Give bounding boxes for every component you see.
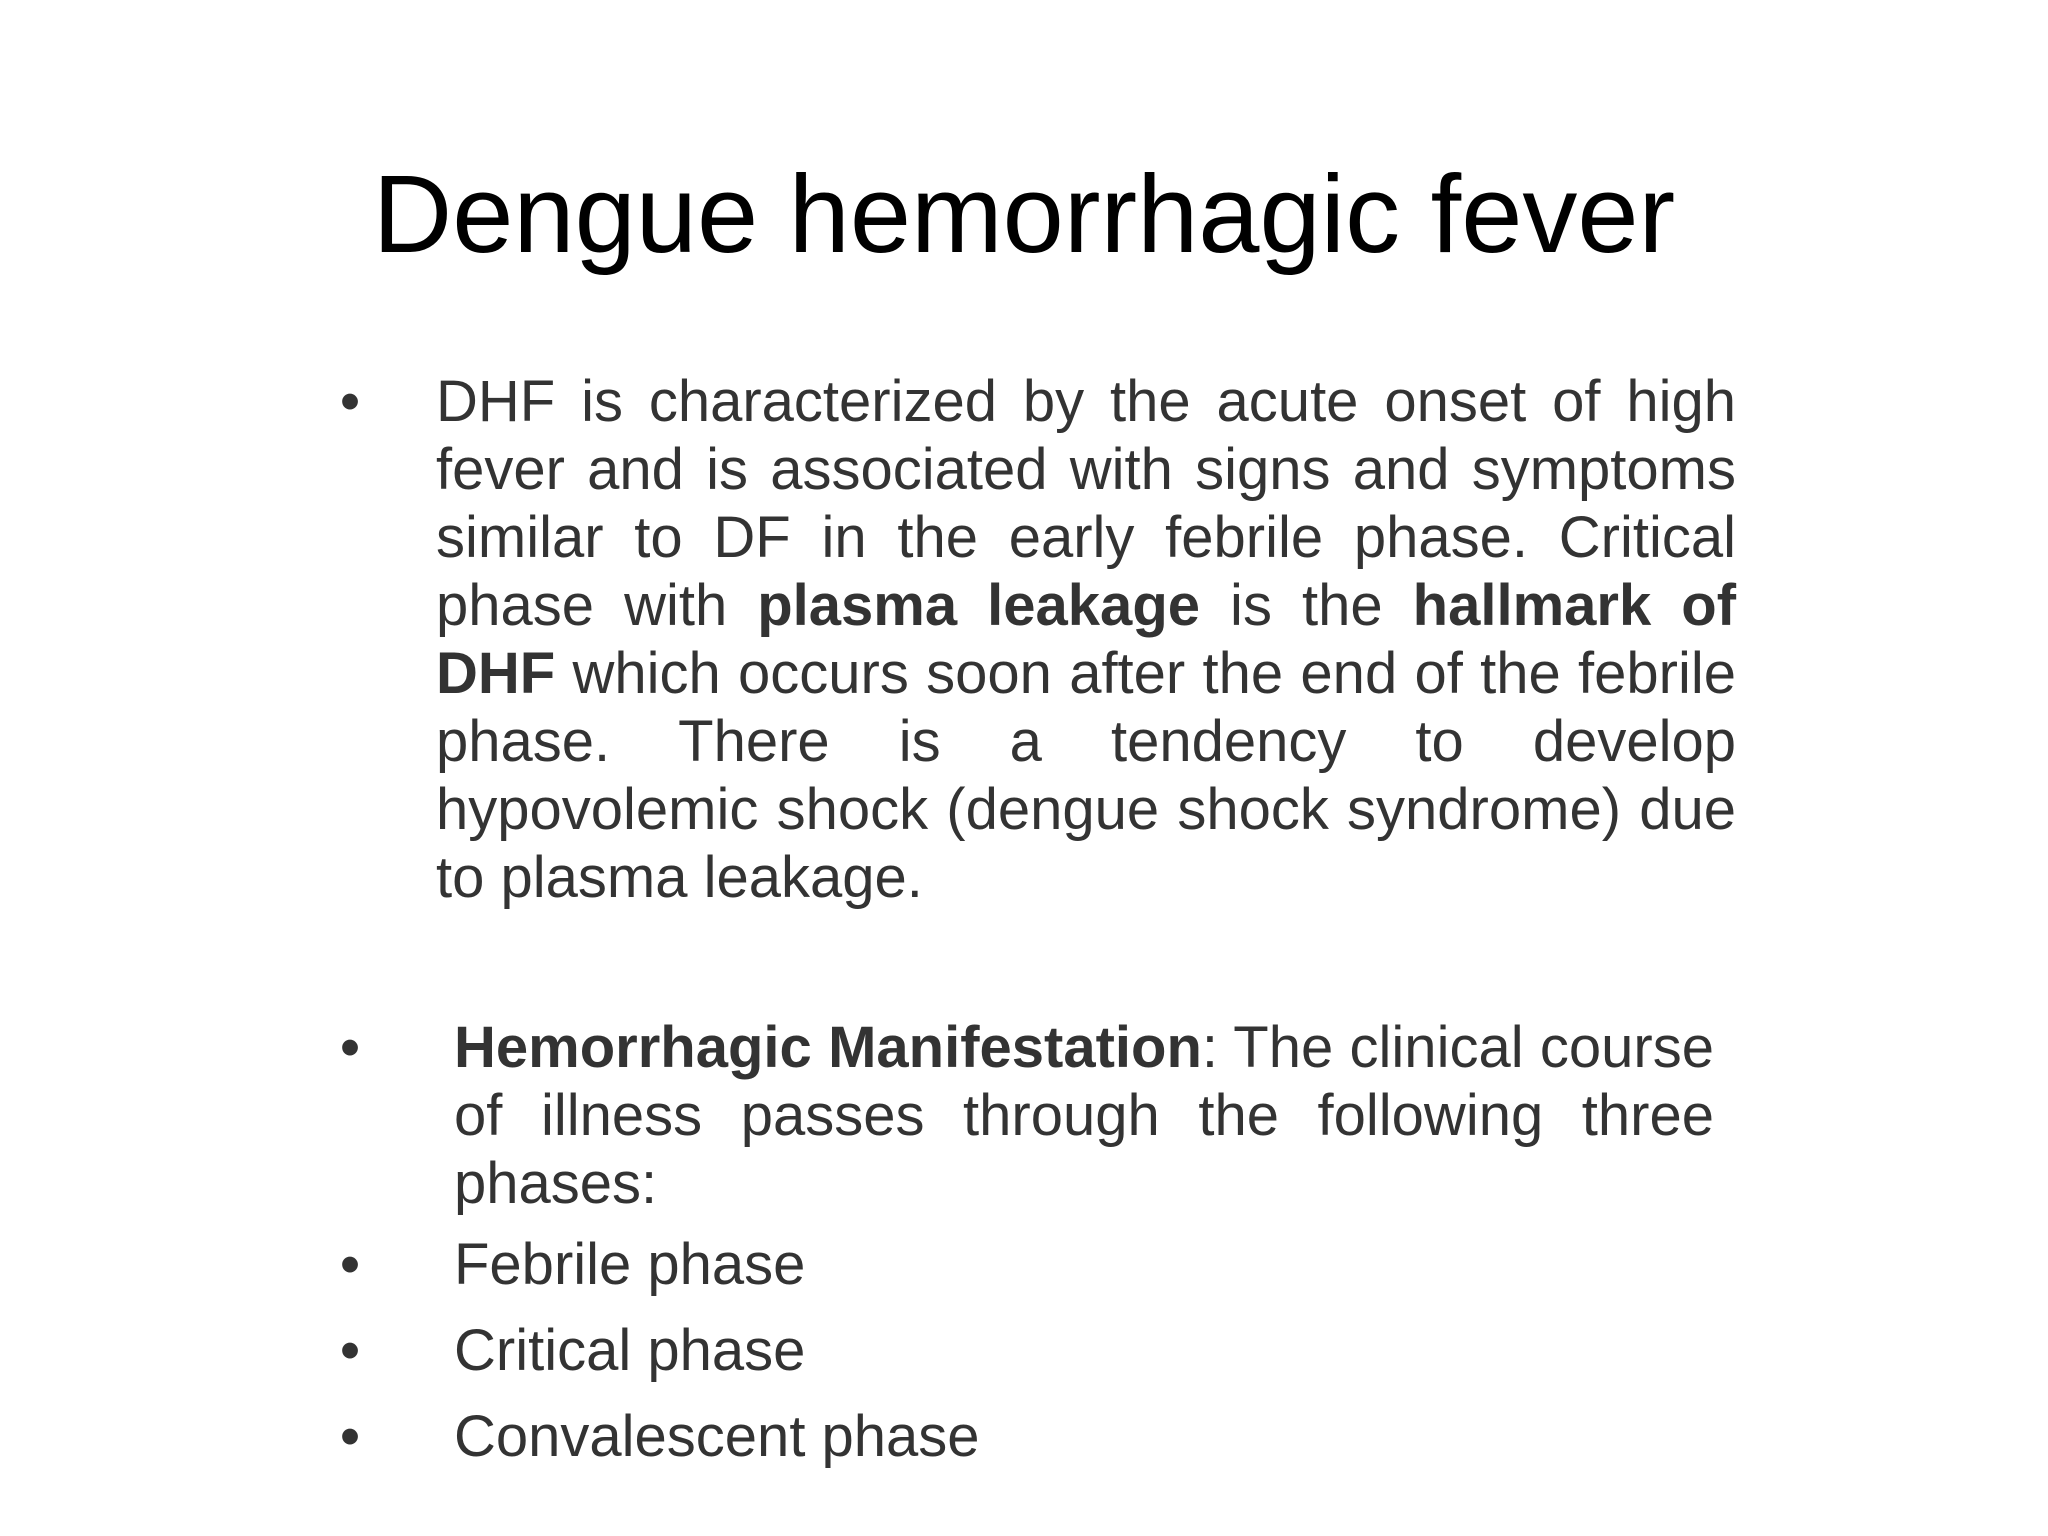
bullet-text xyxy=(436,368,1736,912)
text-segment: DHF is characterized by the acute onset of high fever and is associated with signs and symptoms similar to DF in the early febrile phase. Critical phase with xyxy=(436,369,1736,638)
bullet-item-critical-phase xyxy=(330,1308,1750,1394)
bold-text-hallmark: hallmark of DHF xyxy=(436,573,1737,706)
bullet-icon: • xyxy=(339,1232,361,1297)
bold-text-hemorrhagic-manifestation: Hemorrhagic Manifestation xyxy=(454,1015,1202,1080)
slide-title: Dengue hemorrhagic fever xyxy=(372,153,1676,276)
bullet-text xyxy=(436,1014,1714,1218)
bullet-list xyxy=(330,368,1750,1480)
bullet-text: Convalescent phase xyxy=(454,1404,980,1469)
text-segment: which occurs soon after the end of the febrile phase. There is a tendency to develop hypovolemic shock (dengue shock syndrome) due to plasma leakage. xyxy=(436,641,1736,910)
bullet-icon: • xyxy=(339,1318,361,1383)
text-segment: is the xyxy=(1200,573,1413,638)
bullet-icon: • xyxy=(339,1015,361,1080)
bullet-item-febrile-phase xyxy=(330,1222,1750,1308)
bullet-item-dhf-definition xyxy=(330,368,1750,1004)
bullet-icon: • xyxy=(339,1404,361,1469)
bullet-text: Febrile phase xyxy=(454,1232,806,1297)
bullet-text: Critical phase xyxy=(454,1318,806,1383)
bullet-item-hemorrhagic-manifestation xyxy=(330,1014,1750,1222)
text-segment: : The clinical course of illness passes through the following three phases: xyxy=(454,1015,1714,1216)
bullet-icon: • xyxy=(339,369,361,434)
bullet-item-convalescent-phase xyxy=(330,1394,1750,1480)
bold-text-plasma-leakage: plasma leakage xyxy=(757,573,1201,638)
